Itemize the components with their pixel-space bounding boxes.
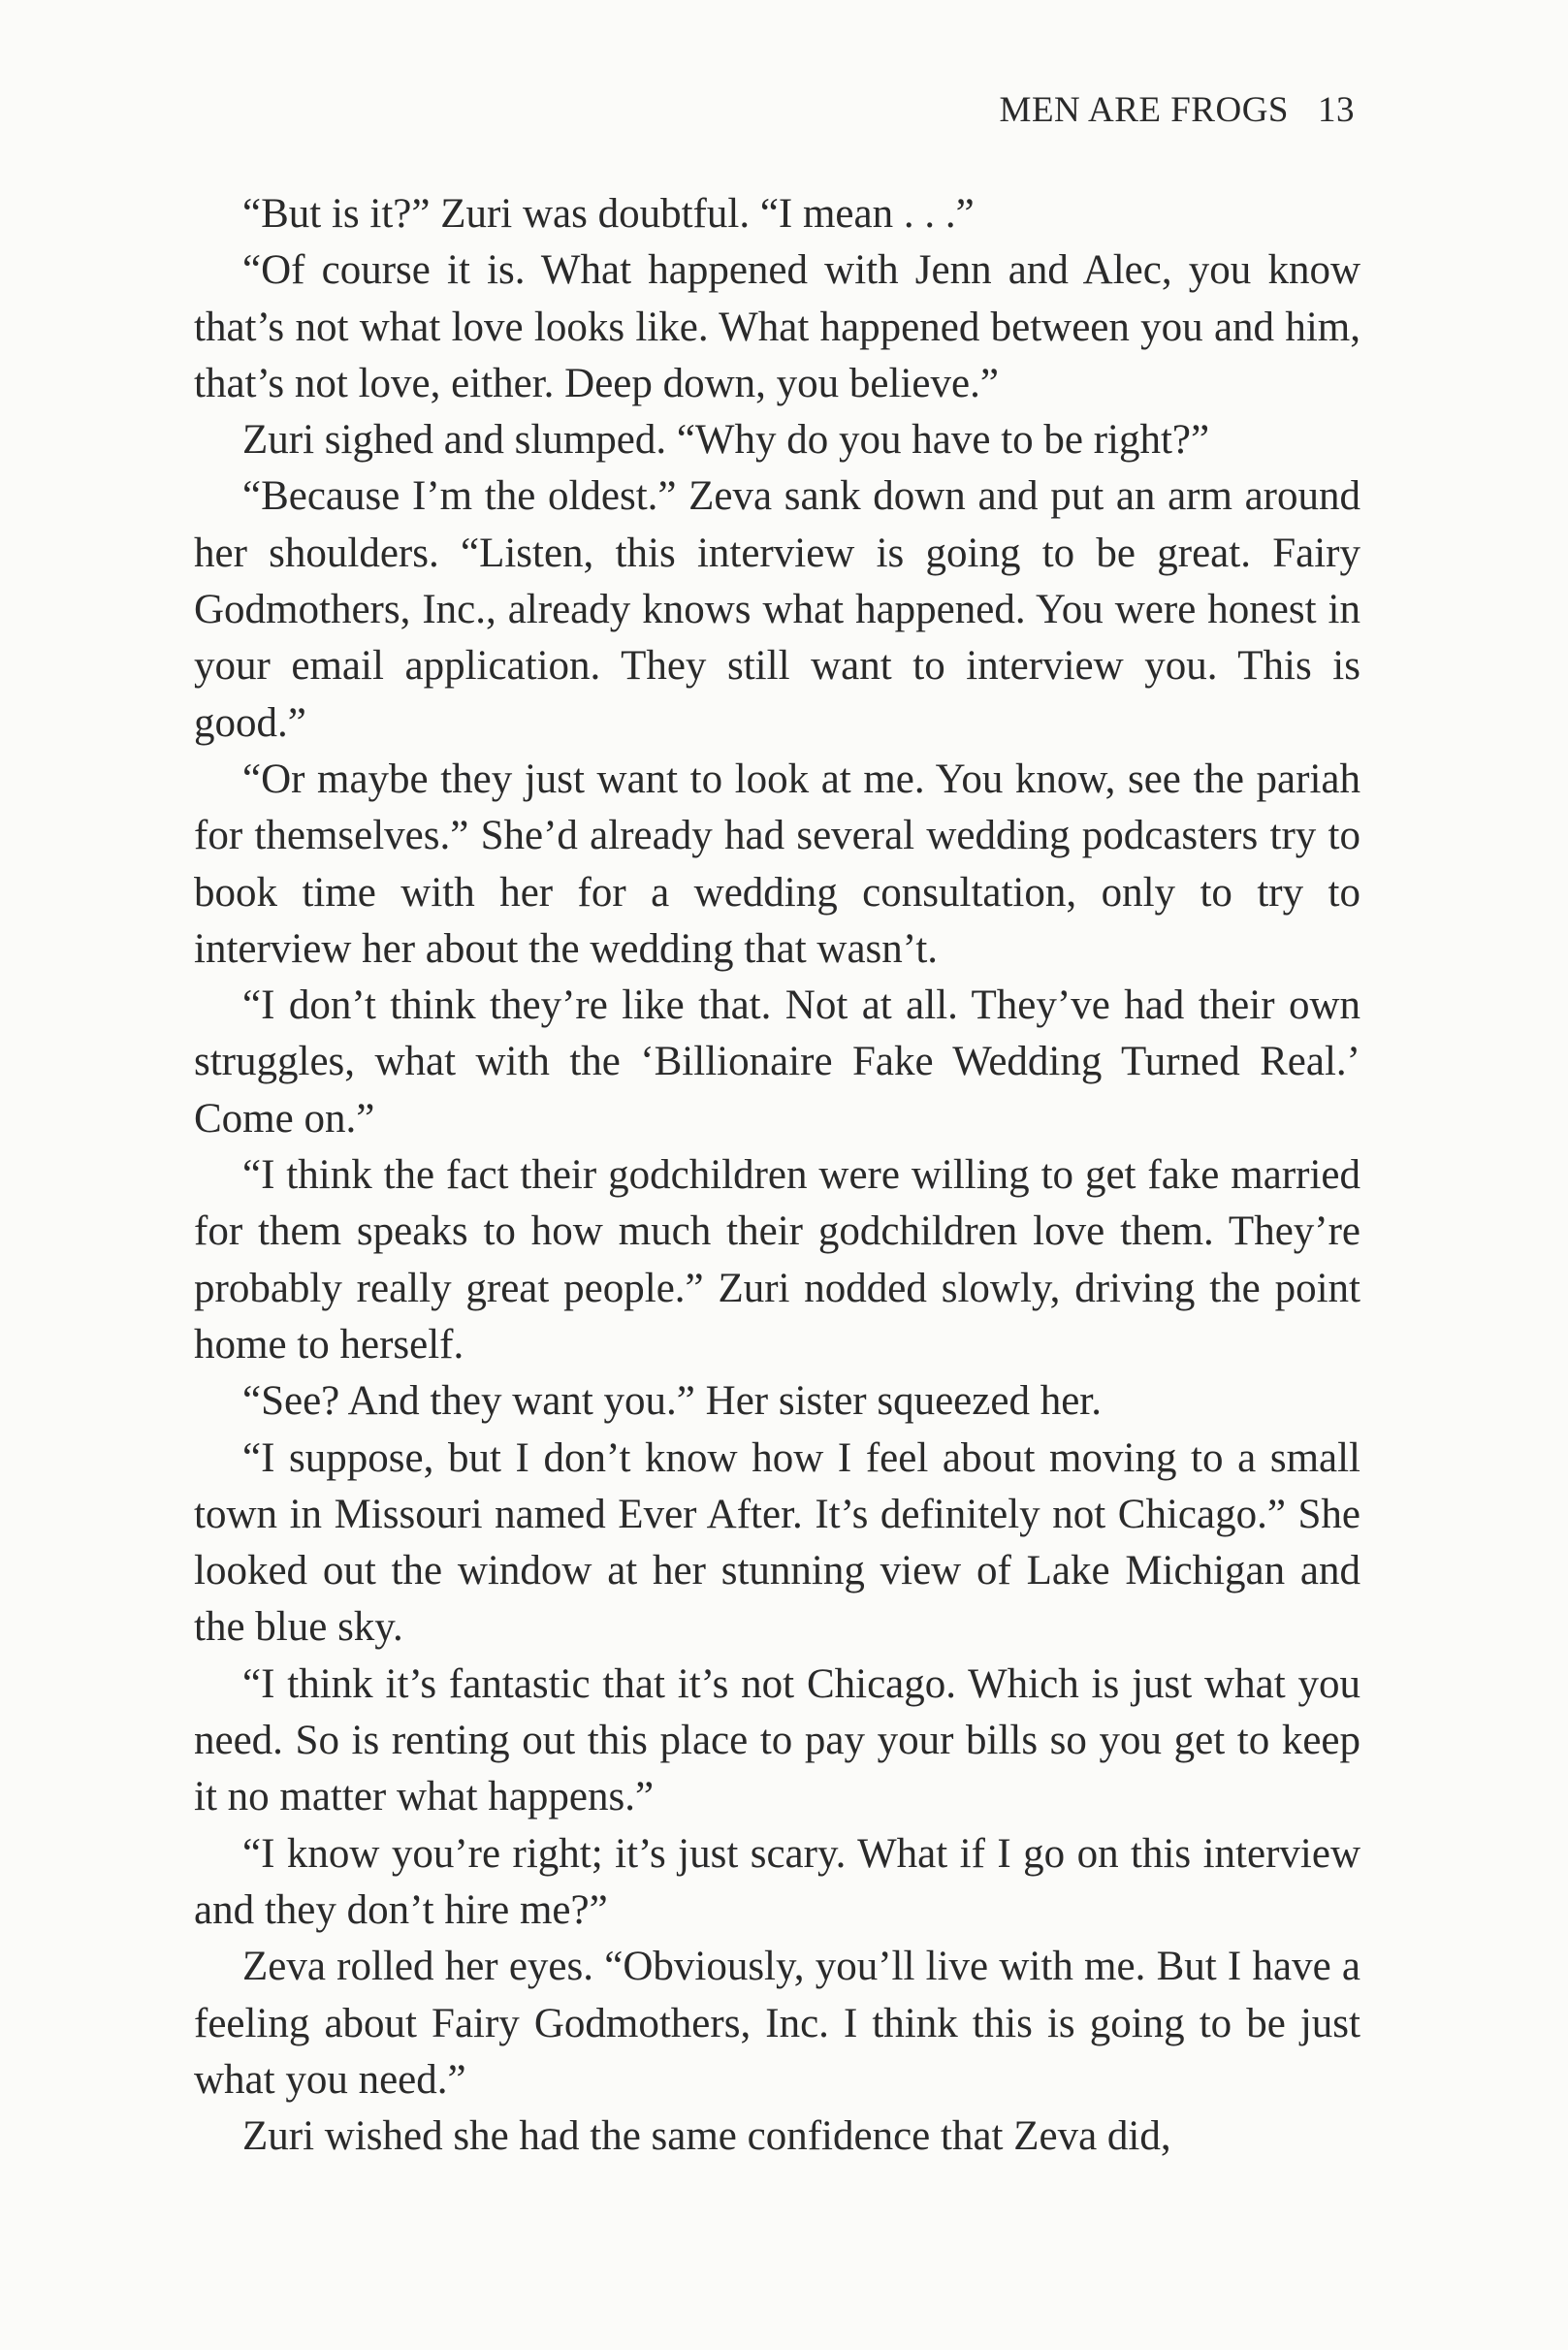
paragraph: “See? And they want you.” Her sister squeezed her. — [242, 1378, 1102, 1425]
paragraph: “Because I’m the oldest.” Zeva sank down and put an arm around her shoulders. “Listen, this interview is going to be great. Fairy Godmothers, Inc., already knows what happened. You were honest in your email application. They still want to interview you. This is good.” — [194, 473, 1360, 746]
body-text — [194, 186, 1360, 2165]
paragraph: “I think it’s fantastic that it’s not Chicago. Which is just what you need. So is renting out this place to pay your bills so you get to keep it no matter what happens.” — [194, 1660, 1360, 1820]
running-head — [1000, 89, 1355, 131]
paragraph: “I suppose, but I don’t know how I feel about moving to a small town in Missouri named Ever After. It’s definitely not Chicago.” She looked out the window at her stunning view of Lake Michigan and the blue sky. — [194, 1434, 1360, 1651]
paragraph: “Of course it is. What happened with Jenn and Alec, you know that’s not what love looks like. What happened between you and him, that’s not love, either. Deep down, you believe.” — [194, 247, 1360, 406]
paragraph: “I think the fact their godchildren were willing to get fake married for them speaks to how much their godchildren love them. They’re probably really great people.” Zuri nodded slowly, driving the point home to herself. — [194, 1152, 1360, 1368]
paragraph: “Or maybe they just want to look at me. You know, see the pariah for themselves.” She’d already had several wedding podcasters try to book time with her for a wedding consultation, only to try to interview her about the wedding that wasn’t. — [194, 756, 1360, 972]
paragraph: “I don’t think they’re like that. Not at all. They’ve had their own struggles, what with the ‘Billionaire Fake Wedding Turned Real.’ Come on.” — [194, 982, 1360, 1142]
page-number: 13 — [1318, 90, 1355, 130]
paragraph: “But is it?” Zuri was doubtful. “I mean . . .” — [242, 191, 975, 237]
paragraph: Zuri sighed and slumped. “Why do you have to be right?” — [242, 417, 1210, 464]
paragraph: Zeva rolled her eyes. “Obviously, you’ll live with me. But I have a feeling about Fairy Godmothers, Inc. I think this is going to be just what you need.” — [194, 1944, 1360, 2103]
running-title: MEN ARE FROGS — [999, 90, 1289, 130]
paragraph: Zuri wished she had the same confidence that Zeva did, — [242, 2113, 1171, 2160]
paragraph: “I know you’re right; it’s just scary. What if I go on this interview and they don’t hire me?” — [194, 1830, 1360, 1933]
